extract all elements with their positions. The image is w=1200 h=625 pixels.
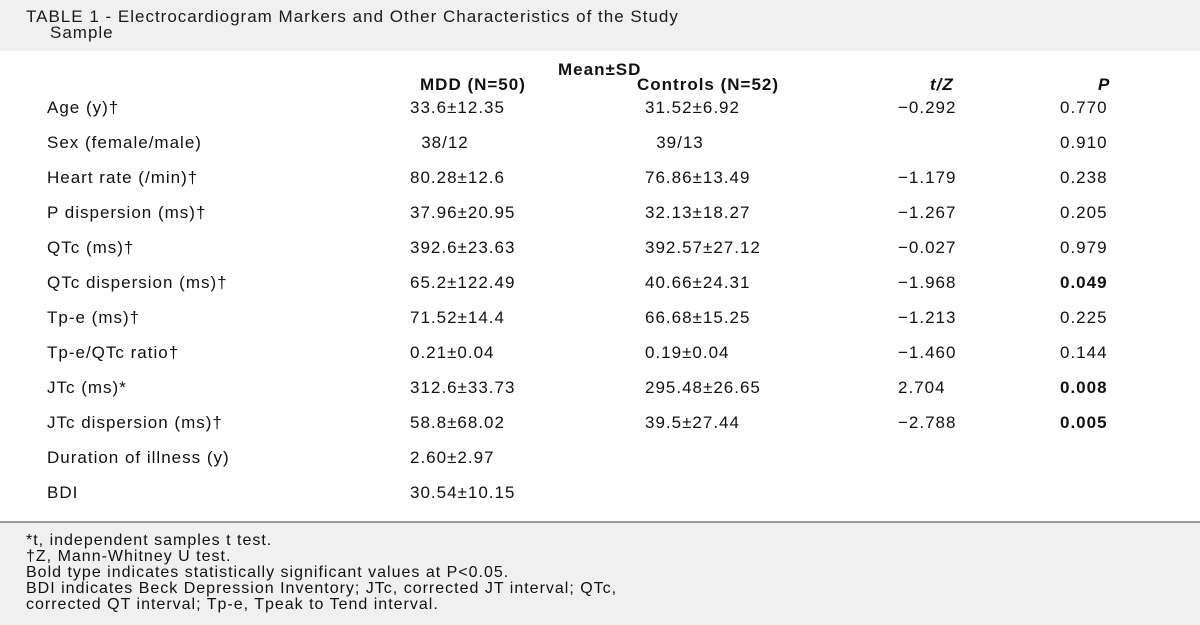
row-mdd: 2.60±2.97 [410,448,495,467]
table-row [0,413,1200,448]
row-mdd: 30.54±10.15 [410,483,516,502]
row-tz: −1.213 [898,308,957,327]
footnote: †Z, Mann-Whitney U test. [26,548,232,565]
row-tz: −1.968 [898,273,957,292]
row-label: Sex (female/male) [47,133,202,152]
row-controls: 392.57±27.12 [645,238,761,257]
row-controls: 40.66±24.31 [645,273,751,292]
row-label: Tp-e (ms)† [47,308,141,327]
row-p-significant: 0.008 [1060,378,1108,397]
row-tz: −0.027 [898,238,957,257]
row-label: JTc (ms)* [47,378,127,397]
footnote: Bold type indicates statistically significant values at P<0.05. [26,564,510,581]
row-mdd: 80.28±12.6 [410,168,505,187]
row-p: 0.979 [1060,238,1108,257]
row-label: BDI [47,483,79,502]
row-label: QTc (ms)† [47,238,135,257]
table-footnotes [0,521,1200,625]
footnote: BDI indicates Beck Depression Inventory; JTc, corrected JT interval; QTc, [26,580,618,597]
header-p: P [1098,75,1111,94]
row-controls: 0.19±0.04 [645,343,730,362]
header-mdd: MDD (N=50) [420,75,526,94]
row-label: JTc dispersion (ms)† [47,413,223,432]
row-p-significant: 0.049 [1060,273,1108,292]
row-mdd: 71.52±14.4 [410,308,505,327]
row-controls: 32.13±18.27 [645,203,751,222]
row-mdd: 33.6±12.35 [410,98,505,117]
table-title-line2: Sample [50,23,114,42]
footnote: corrected QT interval; Tp-e, Tpeak to Tend interval. [26,596,439,613]
table-row [0,273,1200,308]
row-tz: −1.179 [898,168,957,187]
row-tz: −2.788 [898,413,957,432]
row-p: 0.770 [1060,98,1108,117]
row-tz: −0.292 [898,98,957,117]
table-row [0,98,1200,133]
row-label: Duration of illness (y) [47,448,230,467]
table-row [0,308,1200,343]
row-controls: 295.48±26.65 [645,378,761,397]
table-row [0,378,1200,413]
row-controls: 39/13 [656,133,704,152]
table-row [0,133,1200,168]
header-tz: t/Z [930,75,954,94]
row-tz: −1.460 [898,343,957,362]
row-mdd: 312.6±33.73 [410,378,516,397]
row-mdd: 37.96±20.95 [410,203,516,222]
table-row [0,238,1200,273]
row-label: Heart rate (/min)† [47,168,199,187]
row-mdd: 392.6±23.63 [410,238,516,257]
row-mdd: 38/12 [421,133,469,152]
header-mean-sd: Mean±SD [558,60,642,79]
table-title-line1: TABLE 1 - Electrocardiogram Markers and Other Characteristics of the Study [26,7,679,26]
table-row [0,343,1200,378]
row-mdd: 65.2±122.49 [410,273,516,292]
footnote: *t, independent samples t test. [26,532,273,549]
row-p: 0.238 [1060,168,1108,187]
table-row [0,448,1200,483]
table-row [0,203,1200,238]
row-tz: 2.704 [898,378,946,397]
row-label: QTc dispersion (ms)† [47,273,228,292]
row-controls: 76.86±13.49 [645,168,751,187]
table-title-bar [0,0,1200,51]
row-controls: 39.5±27.44 [645,413,740,432]
row-mdd: 58.8±68.02 [410,413,505,432]
row-controls: 31.52±6.92 [645,98,740,117]
row-label: P dispersion (ms)† [47,203,207,222]
row-p: 0.910 [1060,133,1108,152]
table-title [26,9,1186,41]
row-mdd: 0.21±0.04 [410,343,495,362]
row-p: 0.225 [1060,308,1108,327]
row-label: Tp-e/QTc ratio† [47,343,180,362]
table-row [0,483,1200,518]
row-label: Age (y)† [47,98,120,117]
row-p-significant: 0.005 [1060,413,1108,432]
table-row [0,168,1200,203]
row-tz: −1.267 [898,203,957,222]
row-p: 0.144 [1060,343,1108,362]
header-controls: Controls (N=52) [637,75,780,94]
row-controls: 66.68±15.25 [645,308,751,327]
row-p: 0.205 [1060,203,1108,222]
